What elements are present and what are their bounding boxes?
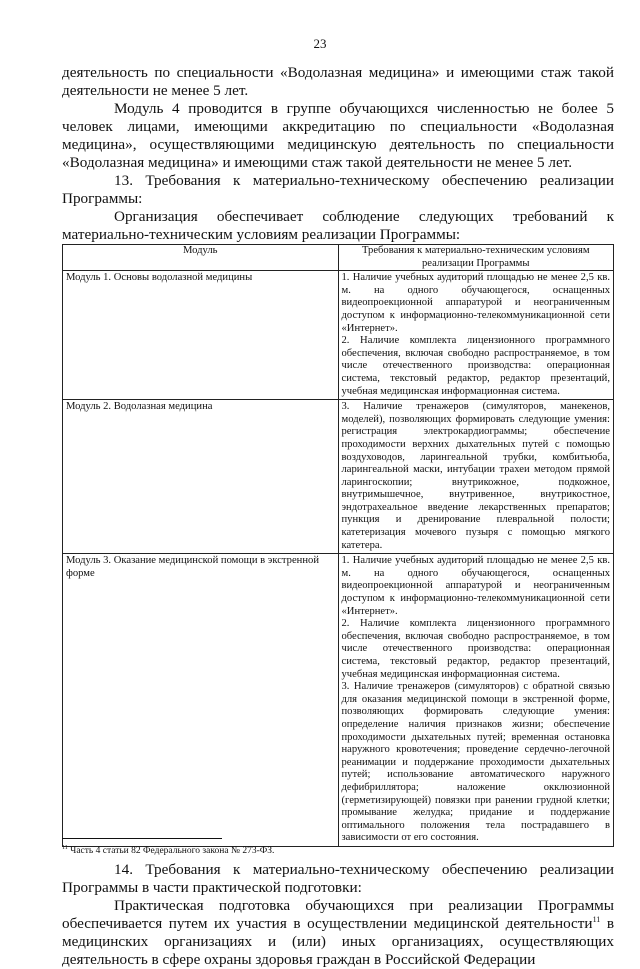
paragraph-text-end: в медицинских организациях и (или) иных организациях, осуществляющих деятельность в сфере охраны здоровья граждан в Российской Федерации bbox=[62, 914, 614, 968]
requirements-table bbox=[62, 244, 614, 847]
paragraph-text-start: Практическая подготовка обучающихся при реализации Программы обеспечивается путем их участия в осуществлении медицинской деятельности bbox=[62, 896, 614, 932]
paragraph-practical-training bbox=[62, 897, 614, 969]
page-number: 23 bbox=[313, 36, 327, 51]
requirement-item: 2. Наличие комплекта лицензионного программного обеспечения, включая свободно распространяемое, в том числе отечественного производства: операционная система, текстовый редактор, редактор презентаций, учебная медицинская информационная система. bbox=[341, 618, 610, 680]
document-body bbox=[62, 64, 614, 969]
module-cell: Модуль 3. Оказание медицинской помощи в экстренной форме bbox=[63, 554, 339, 847]
requirements-cell bbox=[338, 400, 614, 554]
footnote-reference[interactable]: 11 bbox=[592, 914, 601, 924]
section-14-heading: 14. Требования к материально-техническому обеспечению реализации Программы в части практической подготовки: bbox=[62, 860, 614, 896]
table-row bbox=[63, 271, 614, 400]
footnote-text: Часть 4 статьи 82 Федерального закона № 273-ФЗ. bbox=[67, 846, 275, 856]
footnote-divider bbox=[62, 838, 222, 839]
footnote bbox=[62, 846, 274, 856]
requirement-item: 1. Наличие учебных аудиторий площадью не менее 2,5 кв. м. на одного обучающегося, оснащенных видеопроекционной аппаратурой и неограниченным доступом к информационно-телекоммуникационной сети «Интернет». bbox=[341, 555, 610, 617]
table-header-row bbox=[63, 245, 614, 271]
paragraph-continuation: деятельность по специальности «Водолазная медицина» и имеющими стаж такой деятельности не менее 5 лет. bbox=[62, 64, 614, 99]
requirement-item: 1. Наличие учебных аудиторий площадью не менее 2,5 кв. м. на одного обучающегося, оснащенных видеопроекционной аппаратурой и неограниченным доступом к информационно-телекоммуникационной сети «Интернет». bbox=[341, 272, 610, 334]
table-row bbox=[63, 554, 614, 847]
module-cell: Модуль 2. Водолазная медицина bbox=[63, 400, 339, 554]
module-cell: Модуль 1. Основы водолазной медицины bbox=[63, 271, 339, 400]
footnote-mark: 11 bbox=[62, 844, 68, 851]
header-module: Модуль bbox=[63, 245, 339, 271]
paragraph-module-4: Модуль 4 проводится в группе обучающихся численностью не более 5 человек лицами, имеющими аккредитацию по специальности «Водолазная медицина», осуществляющими медицинскую деятельность по специальности «Водолазная медицина» и имеющими стаж такой деятельности не менее 5 лет. bbox=[62, 100, 614, 171]
requirement-item: 3. Наличие тренажеров (симуляторов) с обратной связью для оказания медицинской помощи в экстренной форме, позволяющих формировать следующие умения: определение наличия признаков жизни; обеспечение проходимости дыхательных путей; временная остановка наружного кровотечения; проведение сердечно-легочной реанимации и поддержание проходимости дыхательных путей; использование автоматического наружного дефибриллятора; наложение окклюзионной (герметизирующей) повязки при ранении грудной клетки; промывание желудка; придание и поддержание оптимального положения тела пострадавшего в зависимости от его состояния. bbox=[341, 681, 610, 844]
section-13-heading: 13. Требования к материально-техническому обеспечению реализации Программы: bbox=[62, 172, 614, 207]
table-row bbox=[63, 400, 614, 554]
requirement-item: 2. Наличие комплекта лицензионного программного обеспечения, включая свободно распространяемое, в том числе отечественного производства: операционная система, текстовый редактор, редактор презентаций, учебная медицинская информационная система. bbox=[341, 335, 610, 397]
requirements-cell bbox=[338, 554, 614, 847]
paragraph-organization: Организация обеспечивает соблюдение следующих требований к материально-техническим условиям реализации Программы: bbox=[62, 208, 614, 243]
requirement-item: 3. Наличие тренажеров (симуляторов, манекенов, моделей), позволяющих формировать следующие умения: регистрация электрокардиограммы; обеспечение проходимости верхних дыхательных путей с помощью воздуховодов, ларингеальной трубки, комбитьюба, ларингеальной маски, интубации трахеи методом прямой ларингоскопии; внутрикожное, подкожное, внутримышечное, внутривенное, внутрикостное, эндотрахеальное введение лекарственных препаратов; пункция и дренирование плевральной полости; катетеризация мочевого пузыря с помощью мягкого катетера. bbox=[341, 401, 610, 551]
header-requirements: Требования к материально-техническим условиям реализации Программы bbox=[338, 245, 614, 271]
requirements-cell bbox=[338, 271, 614, 400]
